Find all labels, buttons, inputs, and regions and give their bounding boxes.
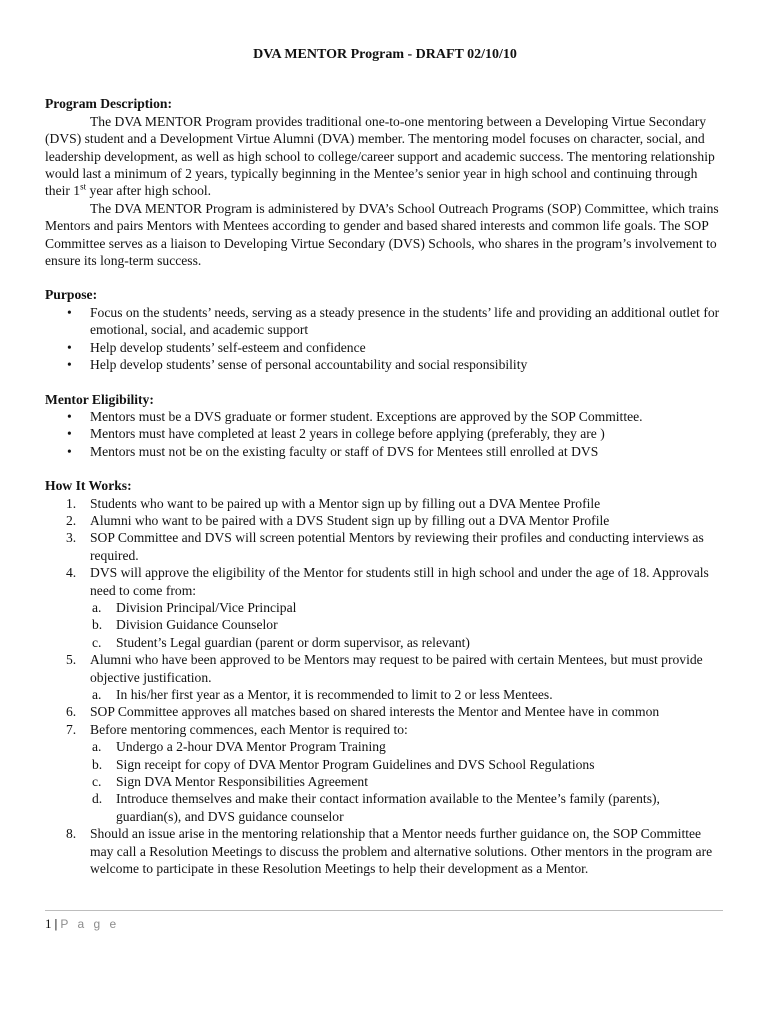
sub-list-letter: c. (92, 634, 102, 650)
list-item: • Mentors must be a DVS graduate or former student. Exceptions are approved by the SOP Committee. (45, 408, 725, 425)
list-item: • Help develop students’ sense of personal accountability and social responsibility (45, 356, 725, 373)
list-number: 3. (66, 530, 77, 546)
sub-list-letter: a. (92, 739, 102, 755)
list-item-text: Should an issue arise in the mentoring relationship that a Mentor needs further guidance on, the SOP Committee may call a Resolution Meetings to discuss the problem and alternative solutions. Other mentors in the program are welcome to participate in these Resolution Meetings to help their development as a Mentor. (90, 826, 713, 877)
page-number: 1 (45, 916, 52, 931)
page-footer (45, 910, 723, 932)
list-item-text: SOP Committee and DVS will screen potential Mentors by reviewing their profiles and conducting interviews as required. (90, 530, 704, 563)
sub-list-letter: b. (92, 756, 103, 772)
list-number: 5. (66, 652, 77, 668)
list-item-text: Alumni who have been approved to be Mentors may request to be paired with certain Mentees, but must provide objective justification. (90, 652, 703, 685)
sub-list-text: Introduce themselves and make their contact information available to the Mentee’s family (parents), guardian(s), and DVS guidance counselor (116, 791, 660, 824)
sub-list-text: Sign receipt for copy of DVA Mentor Program Guidelines and DVS School Regulations (116, 756, 595, 772)
paragraph-1-text: The DVA MENTOR Program provides traditional one-to-one mentoring between a Developing Virtue Secondary (DVS) student and a Development Virtue Alumni (DVA) member. The mentoring model focuses on character, social, and leadership development, as well as high school to college/career support and academic success. The mentoring relationship would last a minimum of 2 years, typically beginning in the Mentee’s senior year in high school and continuing through their 1 (45, 113, 715, 199)
sub-list-item (45, 773, 725, 790)
list-item (45, 825, 725, 877)
sub-list-item (45, 616, 725, 633)
sub-list-text: In his/her first year as a Mentor, it is recommended to limit to 2 or less Mentees. (116, 687, 553, 702)
list-item: • Help develop students’ self-esteem and confidence (45, 339, 725, 356)
document-page (45, 46, 725, 877)
list-item (45, 512, 725, 529)
list-item (45, 721, 725, 825)
footer-separator: | (54, 916, 58, 931)
list-item-text: Students who want to be paired up with a Mentor sign up by filling out a DVA Mentee Profile (90, 495, 601, 511)
sub-list-item (45, 686, 725, 703)
sub-list-letter: d. (92, 791, 103, 807)
sub-list-item (45, 738, 725, 755)
sub-list-item (45, 599, 725, 616)
list-number: 2. (66, 512, 77, 528)
list-item-text: DVS will approve the eligibility of the Mentor for students still in high school and under the age of 18. Approvals need to come from: (90, 565, 709, 598)
ordinal-superscript: st (80, 181, 87, 192)
list-item-text: Before mentoring commences, each Mentor is required to: (90, 721, 408, 737)
sub-list (45, 686, 725, 703)
list-number: 1. (66, 495, 77, 511)
sub-list-letter: c. (92, 774, 102, 790)
list-item: • Mentors must have completed at least 2 years in college before applying (preferably, they are ) (45, 425, 725, 442)
program-description-heading: Program Description: (45, 96, 172, 112)
sub-list-letter: a. (92, 599, 102, 615)
list-number: 7. (66, 721, 77, 737)
sub-list-item (45, 790, 725, 825)
list-number: 4. (66, 565, 77, 581)
list-item (45, 651, 725, 703)
sub-list-letter: a. (92, 687, 102, 702)
how-it-works-heading: How It Works: (45, 478, 132, 494)
list-item (45, 564, 725, 651)
page-label: P a g e (60, 917, 120, 931)
document-title: DVA MENTOR Program - DRAFT 02/10/10 (253, 47, 517, 62)
program-description-paragraph-1 (45, 113, 725, 200)
list-item: • Mentors must not be on the existing faculty or staff of DVS for Mentees still enrolled at DVS (45, 443, 725, 460)
list-number: 6. (66, 704, 77, 720)
list-item (45, 529, 725, 564)
sub-list-text: Undergo a 2-hour DVA Mentor Program Training (116, 739, 386, 755)
sub-list-text: Division Guidance Counselor (116, 617, 278, 633)
list-item-text: SOP Committee approves all matches based on shared interests the Mentor and Mentee have in common (90, 704, 660, 720)
list-item: • Focus on the students’ needs, serving as a steady presence in the students’ life and providing an additional outlet for emotional, social, and academic support (45, 304, 725, 339)
how-it-works-list (45, 495, 725, 878)
sub-list-letter: b. (92, 617, 103, 633)
list-number: 8. (66, 826, 77, 842)
sub-list (45, 599, 725, 651)
paragraph-1-text-end: year after high school. (86, 183, 212, 199)
eligibility-heading: Mentor Eligibility: (45, 391, 154, 407)
list-item (45, 703, 725, 720)
sub-list-item (45, 634, 725, 651)
eligibility-list (45, 408, 725, 460)
sub-list-text: Sign DVA Mentor Responsibilities Agreement (116, 774, 368, 790)
purpose-heading: Purpose: (45, 287, 98, 303)
sub-list (45, 738, 725, 825)
sub-list-text: Division Principal/Vice Principal (116, 599, 297, 615)
sub-list-text: Student’s Legal guardian (parent or dorm supervisor, as relevant) (116, 634, 470, 650)
sub-list-item (45, 756, 725, 773)
program-description-paragraph-2: The DVA MENTOR Program is administered by DVA’s School Outreach Programs (SOP) Committee, which trains Mentors and pairs Mentors with Mentees according to gender and based shared interests and common life goals. The SOP Committee serves as a liaison to Developing Virtue Secondary (DVS) Schools, who shares in the program’s involvement to ensure its long-term success. (45, 200, 719, 269)
purpose-list (45, 304, 725, 374)
list-item-text: Alumni who want to be paired with a DVS Student sign up by filling out a DVA Mentor Profile (90, 512, 610, 528)
list-item (45, 495, 725, 512)
